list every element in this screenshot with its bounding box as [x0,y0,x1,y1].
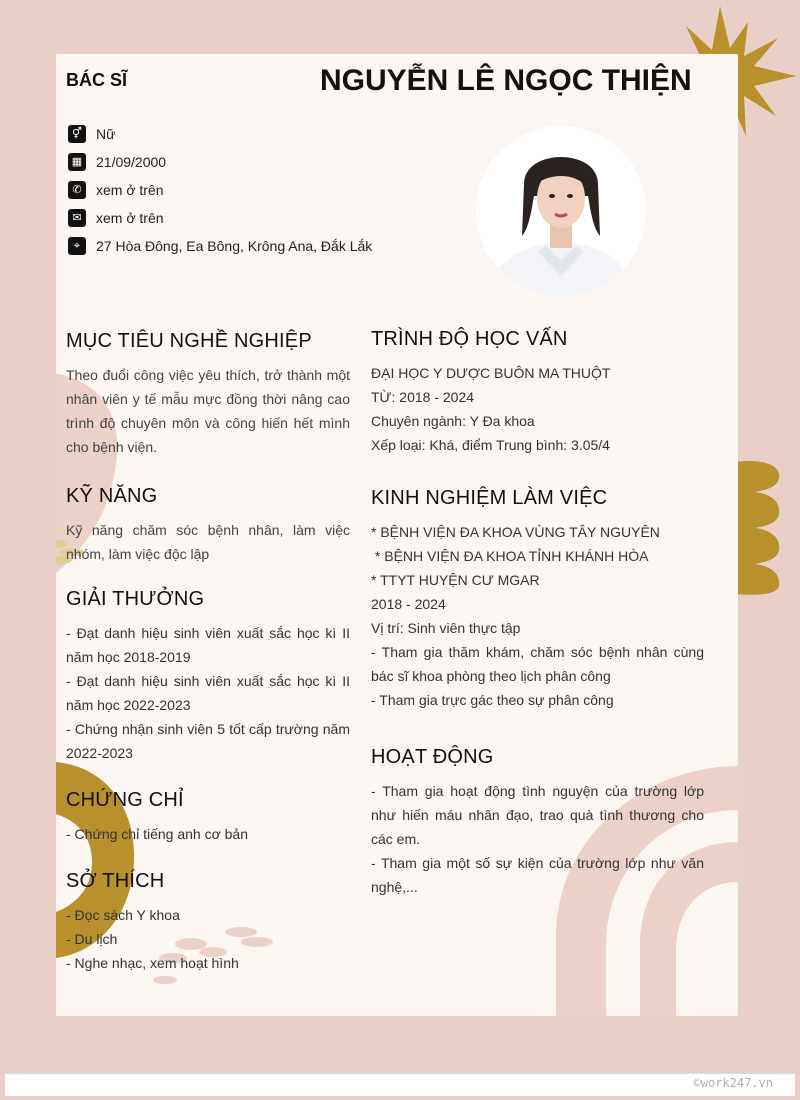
experience-item: 2018 - 2024 [371,596,446,612]
education-item: Chuyên ngành: Y Đa khoa [371,413,535,429]
experience-item: * BỆNH VIỆN ĐA KHOA VÙNG TÂY NGUYÊN [371,524,660,540]
activity-item: - Tham gia một số sự kiện của trường lớp như văn nghệ,... [371,855,704,895]
gender-icon: ⚥ [68,125,86,143]
hobbies-title: SỞ THÍCH [66,870,165,892]
experience-item: * BỆNH VIỆN ĐA KHOA TỈNH KHÁNH HÒA [371,548,649,564]
skills-title: KỸ NĂNG [66,485,158,507]
objective-text: Theo đuổi công việc yêu thích, trở thành một nhân viên y tế mẫu mực đồng thời nâng cao trình độ chuyên môn và công hiến hết mình cho bệnh viện. [66,367,350,455]
contact-address [68,232,372,260]
activity-item: - Tham gia hoạt động tình nguyện của trường lớp như hiến máu nhân đạo, trao quà tình thương cho các em. [371,783,704,847]
experience-item: - Tham gia thăm khám, chăm sóc bệnh nhân cùng bác sĩ khoa phòng theo lịch phân công [371,644,704,684]
certificate-item: - Chứng chỉ tiếng anh cơ bản [66,826,248,842]
left-column [66,330,350,975]
contact-gender [68,120,372,148]
phone-icon: ✆ [68,181,86,199]
experience-item: Vị trí: Sinh viên thực tập [371,620,521,636]
award-item: - Đạt danh hiệu sinh viên xuất sắc học kì II năm học 2022-2023 [66,673,350,713]
contact-phone-text: xem ở trên [96,182,164,198]
hobbies-section [66,870,350,975]
experience-title: KINH NGHIỆM LÀM VIỆC [371,487,608,509]
experience-item: * TTYT HUYỆN CƯ MGAR [371,572,540,588]
hobby-item: - Đọc sách Y khoa [66,907,180,923]
awards-section [66,588,350,765]
contact-phone [68,176,372,204]
footer-bar [5,1073,795,1096]
hobby-item: - Du lịch [66,931,118,947]
skills-text: Kỹ năng chăm sóc bệnh nhân, làm việc nhóm, làm việc độc lập [66,522,350,562]
awards-title: GIẢI THƯỞNG [66,588,205,610]
job-title: BÁC SĨ [66,70,128,90]
portrait-photo [476,126,646,296]
education-title: TRÌNH ĐỘ HỌC VẤN [371,328,568,350]
award-item: - Chứng nhận sinh viên 5 tốt cấp trường năm 2022-2023 [66,721,350,761]
activities-title: HOẠT ĐỘNG [371,746,494,768]
right-column [371,328,704,899]
contact-gender-text: Nữ [96,126,116,142]
hobby-item: - Nghe nhạc, xem hoạt hình [66,955,239,971]
avatar [476,126,646,296]
award-item: - Đạt danh hiệu sinh viên xuất sắc học kì II năm học 2018-2019 [66,625,350,665]
skills-section [66,485,350,566]
experience-section [371,487,704,712]
contact-email [68,204,372,232]
activities-section [371,746,704,899]
location-pin-icon: ⌖ [68,237,86,255]
watermark: ©work247.vn [693,1076,773,1090]
objective-title: MỤC TIÊU NGHỀ NGHIỆP [66,330,312,352]
experience-item: - Tham gia trực gác theo sự phân công [371,692,614,708]
right-wave-decoration [735,458,785,598]
candidate-name: NGUYỄN LÊ NGỌC THIỆN [320,64,692,97]
contact-birthday-text: 21/09/2000 [96,154,167,170]
contact-birthday [68,148,372,176]
contact-info [68,120,372,260]
certificates-section [66,789,350,846]
education-item: TỪ: 2018 - 2024 [371,389,475,405]
birthday-cake-icon: ▦ [68,153,86,171]
contact-email-text: xem ở trên [96,210,164,226]
education-item: Xếp loại: Khá, điểm Trung bình: 3.05/4 [371,437,610,453]
contact-address-text: 27 Hòa Đông, Ea Bông, Krông Ana, Đắk Lắk [96,238,373,254]
certificates-title: CHỨNG CHỈ [66,789,184,811]
objective-section [66,330,350,459]
education-item: ĐẠI HỌC Y DƯỢC BUÔN MA THUỘT [371,365,611,381]
education-section [371,328,704,457]
email-icon: ✉ [68,209,86,227]
resume-page [56,54,738,1016]
